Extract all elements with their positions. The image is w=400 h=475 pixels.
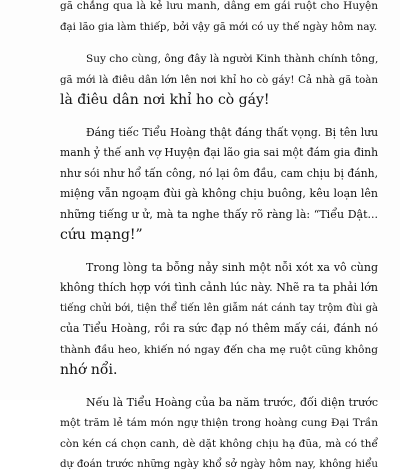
text-line: Trong lòng ta bỗng nảy sinh một nỗi xót xa vô cùng xyxy=(86,260,378,274)
text-line: đại lão gia làm thiếp, bởi vậy gã mới có uy thế ngày hôm nay. xyxy=(60,20,378,33)
text-line: gã chẳng qua là kẻ lưu manh, dâng em gái ruột cho Huyện xyxy=(60,0,378,12)
text-line: manh ỷ thế anh vợ Huyện đại lão gia sai một đám gia đinh xyxy=(60,146,378,159)
text-line: gã mới là điêu dân lớn lên nơi khỉ ho cò gáy! Cả nhà gã toàn xyxy=(60,73,378,86)
text-line: Suy cho cùng, ông đây là người Kinh thành chính tông, xyxy=(86,53,379,65)
paragraph xyxy=(60,393,378,475)
page-text xyxy=(60,0,378,475)
paragraph xyxy=(60,258,378,381)
text-line: không thích hợp với tình cảnh lúc này. Nhẽ ra ta phải lớn xyxy=(60,281,378,294)
text-line: thành đầu heo, khiến nó ngay đến cha mẹ ruột cũng không xyxy=(60,343,378,356)
text-line: nhớ nổi. xyxy=(60,362,118,378)
text-line: miệng vẫn ngoạm đùi gà không chịu buông, kêu loạn lên xyxy=(60,187,378,200)
paragraph xyxy=(60,123,378,246)
text-line: của Tiểu Hoàng, rồi ra sức đạp nó thêm mấy cái, đánh nó xyxy=(60,322,378,335)
text-line: cứu mạng!” xyxy=(60,227,143,243)
text-line: tiếng chửi bới, tiện thể tiến lên giẫm nát cánh tay trộm đùi gà xyxy=(60,302,378,314)
text-line: dự đoán trước những ngày khổ sở ngày hôm nay, không hiểu xyxy=(60,458,378,470)
text-line: Đáng tiếc Tiểu Hoàng thật đáng thất vọng. Bị tên lưu xyxy=(86,125,378,139)
text-line: những tiếng ư ử, mà ta nghe thấy rõ ràng là: “Tiểu Dật... xyxy=(60,207,378,221)
text-line: một trăm lẻ tám món ngự thiện trong hoàng cung Đại Trần xyxy=(60,417,378,429)
text-line: là điêu dân nơi khỉ ho cò gáy! xyxy=(60,92,270,108)
paragraph xyxy=(60,0,378,37)
text-line: Nếu là Tiểu Hoàng của ba năm trước, đối diện trước xyxy=(86,395,378,409)
paragraph xyxy=(60,49,378,111)
text-line: còn kén cá chọn canh, dè dặt không chịu hạ đũa, mà có thể xyxy=(60,437,378,450)
text-line: như sói như hổ tấn công, nó lại ôm đầu, cam chịu bị đánh, xyxy=(60,166,378,180)
